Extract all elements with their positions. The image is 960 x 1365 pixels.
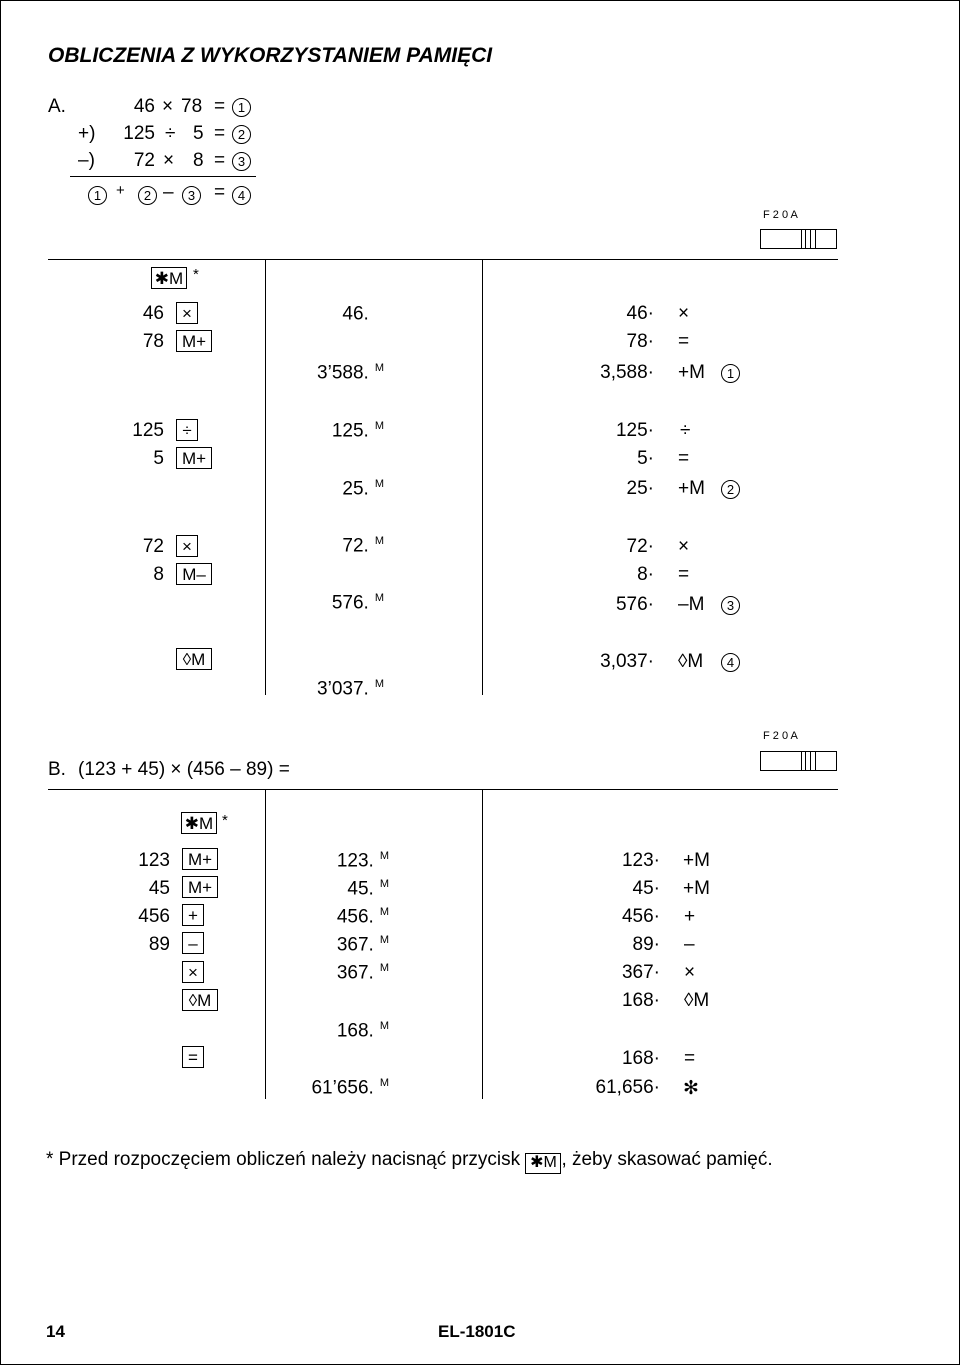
a-key-num-4: 5 [153, 448, 164, 469]
a-disp-5-m: M [374, 535, 384, 547]
b-print-7: 168· [621, 1048, 660, 1069]
a-key-7: ◊M [176, 648, 212, 670]
a-disp-6-m: M [374, 592, 384, 604]
a-key-num-1: 46 [142, 303, 164, 324]
b-key-num-4: 89 [148, 934, 170, 955]
a-sum-r3: 3 [182, 186, 201, 205]
b-col-divider-2 [482, 789, 483, 1099]
a-sum-minus: – [163, 182, 174, 203]
b-switch-labels: F 2 0 A [763, 730, 798, 742]
b-print-2-op: +M [683, 878, 710, 899]
a-key-num-2: 78 [142, 331, 164, 352]
a-switch [760, 229, 837, 249]
a-disp-7: 3’037. [317, 678, 369, 700]
a-print-10-ref: 4 [721, 653, 740, 672]
a-print-3-op: +M [678, 362, 705, 383]
section-b-label: B. [48, 759, 66, 780]
b-print-3: 456· [621, 906, 660, 927]
b-print-2: 45· [632, 878, 660, 899]
a-print-4: 125· [615, 420, 654, 441]
a-disp-6: 576. [331, 592, 369, 614]
a-print-9: 576· [615, 594, 654, 615]
a-print-7: 72· [626, 536, 654, 557]
footnote-after: , żeby skasować pamięć. [561, 1149, 773, 1170]
model-name: EL-1801C [438, 1322, 516, 1341]
a-memclear-key: ✱M [151, 267, 187, 289]
a-print-6-ref: 2 [721, 480, 740, 499]
page-title: OBLICZENIA Z WYKORZYSTANIEM PAMIĘCI [48, 44, 493, 67]
a-print-2-op: = [678, 331, 690, 352]
a-print-9-op: –M [678, 594, 705, 615]
a-sum-line [70, 176, 256, 177]
a-print-6: 25· [626, 478, 654, 499]
a-print-3: 3,588· [600, 362, 654, 383]
b-disp-3-m: M [379, 906, 389, 918]
b-key-4: – [182, 932, 204, 954]
a-row3-b: 8 [193, 150, 204, 171]
b-switch [760, 751, 837, 771]
a-key-6: M– [176, 563, 212, 585]
a-row1-a: 46 [133, 96, 155, 117]
b-disp-7-m: M [379, 1077, 389, 1089]
a-disp-4: 25. [342, 478, 369, 500]
a-row2-eq: = [214, 123, 226, 144]
a-print-8-op: = [678, 564, 690, 585]
a-table-top-rule [48, 259, 838, 260]
a-print-10: 3,037· [600, 651, 654, 672]
a-row1-b: 78 [181, 96, 203, 117]
b-key-6: ◊M [182, 989, 218, 1011]
a-disp-3: 125. [331, 420, 369, 442]
b-key-3: + [182, 904, 204, 926]
a-sum-r2: 2 [138, 186, 157, 205]
b-disp-1: 123. [336, 850, 374, 872]
b-print-1: 123· [621, 850, 660, 871]
b-disp-5-m: M [379, 962, 389, 974]
b-disp-4: 367. [336, 934, 374, 956]
a-row3-a: 72 [133, 150, 155, 171]
footnote-before: * Przed rozpoczęciem obliczeń należy nacisnąć przycisk [46, 1149, 521, 1170]
b-disp-5: 367. [336, 962, 374, 984]
a-print-2: 78· [626, 331, 654, 352]
b-print-8: 61,656· [595, 1077, 660, 1098]
a-row3-eq: = [214, 150, 226, 171]
b-key-2: M+ [182, 876, 218, 898]
a-disp-4-m: M [374, 478, 384, 490]
section-a-label: A. [48, 96, 66, 117]
footnote-key: ✱M [525, 1153, 561, 1174]
a-row1-op: × [162, 96, 174, 117]
a-sum-plus: + [116, 182, 125, 199]
a-key-4: M+ [176, 447, 212, 469]
b-disp-2: 45. [347, 878, 374, 900]
a-row3-sign: –) [78, 150, 95, 171]
b-disp-3: 456. [336, 906, 374, 928]
a-disp-5: 72. [342, 535, 369, 557]
a-row2-op: ÷ [165, 123, 176, 144]
b-key-num-3: 456 [138, 906, 170, 927]
a-key-num-3: 125 [132, 420, 164, 441]
b-print-5: 367· [621, 962, 660, 983]
b-print-8-op: ✻ [683, 1078, 699, 1099]
b-key-7: = [182, 1046, 204, 1068]
a-print-6-op: +M [678, 478, 705, 499]
a-row2-ref: 2 [232, 125, 251, 144]
footnote [46, 1149, 773, 1172]
b-memclear-note: * [222, 812, 228, 829]
b-key-num-1: 123 [138, 850, 170, 871]
a-row2-b: 5 [193, 123, 204, 144]
a-row2-a: 125 [123, 123, 155, 144]
b-print-7-op: = [684, 1048, 696, 1069]
b-print-5-op: × [684, 962, 696, 983]
a-print-3-ref: 1 [721, 364, 740, 383]
a-sum-eq: = [214, 182, 226, 203]
a-row1-eq: = [214, 96, 226, 117]
a-switch-labels: F 2 0 A [763, 209, 798, 221]
b-disp-4-m: M [379, 934, 389, 946]
b-disp-7: 61’656. [311, 1077, 374, 1099]
a-disp-1: 46. [342, 303, 369, 325]
a-disp-7-m: M [374, 678, 384, 690]
a-key-1: × [176, 302, 198, 324]
b-print-6: 168· [621, 990, 660, 1011]
b-print-1-op: +M [683, 850, 710, 871]
a-row1-ref: 1 [232, 98, 251, 117]
a-key-3: ÷ [176, 419, 198, 441]
b-key-1: M+ [182, 848, 218, 870]
a-print-10-op: ◊M [678, 651, 704, 672]
a-sum-r4: 4 [232, 186, 251, 205]
page-number: 14 [46, 1322, 65, 1341]
a-row2-sign: +) [78, 123, 96, 144]
a-col-divider-1 [265, 259, 266, 695]
b-col-divider-1 [265, 789, 266, 1099]
a-print-7-op: × [678, 536, 690, 557]
a-print-8: 8· [637, 564, 654, 585]
b-disp-6-m: M [379, 1020, 389, 1032]
b-memclear-key: ✱M [181, 812, 217, 834]
a-disp-2-m: M [374, 362, 384, 374]
a-print-4-op: ÷ [680, 420, 691, 441]
b-print-3-op: + [684, 906, 696, 927]
a-key-5: × [176, 535, 198, 557]
a-key-num-6: 8 [153, 564, 164, 585]
a-print-9-ref: 3 [721, 596, 740, 615]
b-disp-1-m: M [379, 850, 389, 862]
b-key-num-2: 45 [148, 878, 170, 899]
a-print-5: 5· [637, 448, 654, 469]
a-key-2: M+ [176, 330, 212, 352]
a-disp-3-m: M [374, 420, 384, 432]
a-sum-r1: 1 [88, 186, 107, 205]
b-print-4: 89· [632, 934, 660, 955]
a-print-1-op: × [678, 303, 690, 324]
b-key-5: × [182, 961, 204, 983]
a-row3-op: × [163, 150, 175, 171]
a-print-5-op: = [678, 448, 690, 469]
b-print-4-op: – [684, 934, 695, 955]
b-disp-2-m: M [379, 878, 389, 890]
a-print-1: 46· [626, 303, 654, 324]
a-col-divider-2 [482, 259, 483, 695]
b-disp-6: 168. [336, 1020, 374, 1042]
a-key-num-5: 72 [142, 536, 164, 557]
a-row3-ref: 3 [232, 152, 251, 171]
a-disp-2: 3’588. [317, 362, 369, 384]
a-memclear-note: * [193, 266, 199, 283]
b-print-6-op: ◊M [684, 990, 710, 1011]
b-table-top-rule [48, 789, 838, 790]
section-b-expr: (123 + 45) × (456 – 89) = [78, 759, 290, 780]
